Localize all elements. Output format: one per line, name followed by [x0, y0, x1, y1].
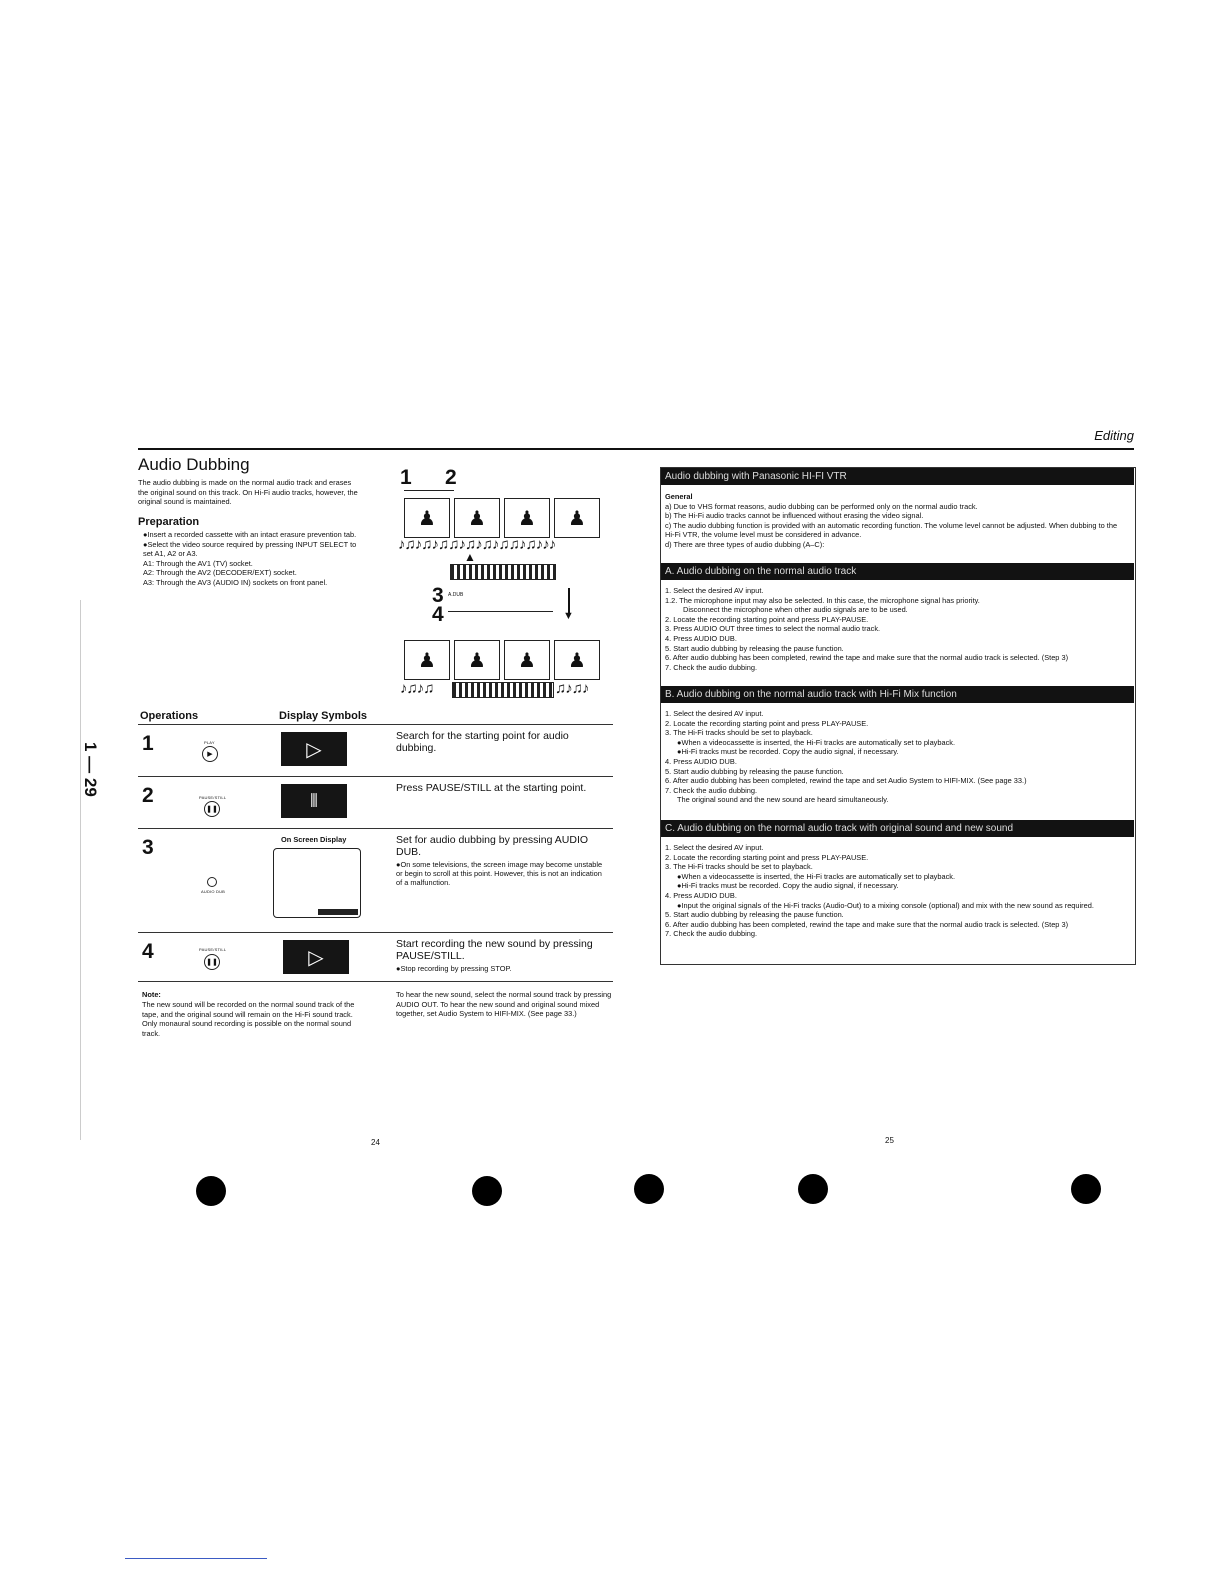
list-item: 7. Check the audio dubbing.: [665, 785, 758, 795]
pause-button-icon: ❚❚: [204, 954, 220, 970]
music-notes-icon: ♪♫♪♫♪♫♫♪♫♪♫♪♫♫♪♫♪♪♪: [398, 536, 556, 553]
list-item: 1. Select the desired AV input.: [665, 843, 764, 852]
list-c: [665, 843, 1127, 939]
prep-item: A1: Through the AV1 (TV) socket.: [143, 558, 253, 568]
button-label: AUDIO DUB: [201, 889, 226, 894]
section-band-b: B. Audio dubbing on the normal audio track with Hi-Fi Mix function: [661, 686, 1134, 703]
list-item: 7. Check the audio dubbing.: [665, 929, 758, 939]
music-notes-icon: ♪♫♪♫: [400, 680, 434, 697]
button-label: PAUSE/STILL: [199, 947, 227, 952]
registration-dot: [472, 1176, 502, 1206]
list-item: 4. Press AUDIO DUB.: [665, 633, 737, 643]
golfer-frame-icon: ♟: [454, 640, 500, 680]
preparation-list: [143, 530, 368, 588]
audio-track-strip-icon: [452, 682, 554, 698]
list-item: 6. After audio dubbing has been completed, rewind the tape and set Audio System to HIFI-MIX. (See page 33.): [665, 776, 1027, 786]
golfer-frame-icon: ♟: [404, 498, 450, 538]
golfer-frame-icon: ♟: [504, 640, 550, 680]
general-list: [665, 492, 1127, 550]
pause-symbol-display: ⦀: [281, 784, 347, 818]
section-band-main: Audio dubbing with Panasonic HI-FI VTR: [661, 468, 1134, 485]
list-item: The original sound and the new sound are heard simultaneously.: [677, 795, 889, 805]
list-item: 5. Start audio dubbing by releasing the pause function.: [665, 643, 844, 653]
section-header: Editing: [1094, 428, 1134, 443]
golfer-frame-icon: ♟: [554, 640, 600, 680]
prep-item: A3: Through the AV3 (AUDIO IN) sockets on front panel.: [143, 577, 328, 587]
diagram-arrow: [448, 611, 553, 612]
up-arrow-icon: ▲: [464, 550, 476, 564]
golfer-frame-icon: ♟: [404, 640, 450, 680]
step-description: Search for the starting point for audio dubbing.: [396, 730, 569, 754]
step-number: 2: [142, 784, 154, 807]
play-symbol-display: ▷: [281, 732, 347, 766]
play-symbol-display: ▷: [283, 940, 349, 974]
page-number-left: 24: [371, 1138, 380, 1147]
down-arrow-head-icon: ▼: [563, 610, 574, 622]
osd-label: On Screen Display: [281, 835, 347, 844]
table-rule: [138, 981, 613, 982]
general-item: a) Due to VHS format reasons, audio dubbing can be performed only on the normal audio track.: [665, 501, 978, 511]
step-description: [396, 834, 606, 887]
table-rule: [138, 828, 613, 829]
audio-track-strip-icon: [450, 564, 556, 580]
note-right-text: To hear the new sound, select the normal sound track by pressing AUDIO OUT. To hear the new sound and original sound mixed together, set Audio System to HIFI-MIX. (See page 33.): [396, 990, 612, 1019]
list-item: 3. The Hi-Fi tracks should be set to playback.: [665, 862, 813, 872]
list-item: 1.2. The microphone input may also be selected. In this case, the microphone signal has priority.: [665, 595, 980, 605]
table-rule: [138, 776, 613, 777]
list-item: Disconnect the microphone when other audio signals are to be used.: [683, 605, 908, 615]
list-item: 6. After audio dubbing has been completed, rewind the tape and make sure that the normal audio track is selected. (Step 3): [665, 653, 1069, 663]
prep-item: ●Select the video source required by pressing INPUT SELECT to set A1, A2 or A3.: [143, 539, 357, 559]
step-description: Press PAUSE/STILL at the starting point.: [396, 782, 587, 794]
pause-button-icon: ❚❚: [204, 801, 220, 817]
intro-text: The audio dubbing is made on the normal audio track and erases the original sound on this track. On Hi-Fi audio tracks, however, the original sound is maintained.: [138, 478, 358, 507]
list-item: 3. The Hi-Fi tracks should be set to playback.: [665, 728, 813, 738]
osd-bar: [318, 909, 358, 915]
list-item: 4. Press AUDIO DUB.: [665, 890, 737, 900]
step-main-text: Set for audio dubbing by pressing AUDIO DUB.: [396, 834, 589, 858]
list-item: ●Hi-Fi tracks must be recorded. Copy the audio signal, if necessary.: [677, 747, 899, 757]
prep-item: ●Insert a recorded cassette with an intact erasure prevention tab.: [143, 530, 357, 539]
diagram-adub-label: A.DUB: [448, 592, 464, 598]
binding-line: [80, 600, 81, 1140]
general-item: d) There are three types of audio dubbing (A–C):: [665, 539, 825, 549]
list-item: 3. Press AUDIO OUT three times to select the normal audio track.: [665, 624, 881, 634]
step-number: 3: [142, 836, 154, 859]
registration-dot: [634, 1174, 664, 1204]
page-title: Audio Dubbing: [138, 455, 250, 474]
diagram-arrow: [404, 490, 454, 491]
registration-dot: [196, 1176, 226, 1206]
play-button-icon: ▶: [202, 746, 218, 762]
list-item: 6. After audio dubbing has been completed, rewind the tape and make sure that the normal audio track is selected. (Step 3): [665, 919, 1069, 929]
list-item: 4. Press AUDIO DUB.: [665, 756, 737, 766]
blue-underline: [125, 1558, 267, 1559]
step-number: 1: [142, 732, 154, 755]
preparation-title: Preparation: [138, 516, 200, 528]
list-item: ●When a videocassette is inserted, the Hi-Fi tracks are automatically set to playback.: [677, 737, 956, 747]
table-rule: [138, 724, 613, 725]
general-item: b) The Hi-Fi audio tracks cannot be influenced without erasing the video signal.: [665, 511, 924, 521]
diagram-step-4: 4: [432, 603, 444, 626]
list-item: 5. Start audio dubbing by releasing the pause function.: [665, 766, 844, 776]
list-item: 7. Check the audio dubbing.: [665, 662, 758, 672]
diagram-step-2: 2: [445, 466, 457, 489]
step-subnote: ●Stop recording by pressing STOP.: [396, 964, 512, 973]
prep-item: A2: Through the AV2 (DECODER/EXT) socket.: [143, 568, 297, 578]
button-label: PAUSE/STILL: [199, 795, 227, 800]
golfer-frame-icon: ♟: [504, 498, 550, 538]
section-band-c: C. Audio dubbing on the normal audio track with original sound and new sound: [661, 820, 1134, 837]
general-title: General: [665, 492, 693, 501]
button-label: PLAY: [204, 740, 215, 745]
list-item: 1. Select the desired AV input.: [665, 586, 764, 595]
golfer-frame-icon: ♟: [554, 498, 600, 538]
step-number: 4: [142, 940, 154, 963]
list-item: ●When a videocassette is inserted, the Hi-Fi tracks are automatically set to playback.: [677, 871, 956, 881]
list-item: ●Hi-Fi tracks must be recorded. Copy the audio signal, if necessary.: [677, 881, 899, 891]
page-number-right: 25: [885, 1136, 894, 1145]
list-item: ●Input the original signals of the Hi-Fi tracks (Audio-Out) to a mixing console (optional) and mix with the new sound as required.: [677, 900, 1094, 910]
registration-dot: [798, 1174, 828, 1204]
step-description: [396, 938, 611, 973]
side-page-mark: 1 — 29: [81, 742, 100, 797]
list-item: 5. Start audio dubbing by releasing the pause function.: [665, 910, 844, 920]
note-title: Note:: [142, 990, 161, 999]
note-text: The new sound will be recorded on the normal sound track of the tape, and the original sound will remain on the Hi-Fi sound track. Only monaural sound recording is possible on the normal sound track.: [142, 1000, 355, 1038]
operations-header: Operations: [140, 710, 199, 722]
registration-dot: [1071, 1174, 1101, 1204]
list-a: [665, 586, 1127, 672]
header-rule: [138, 448, 1134, 450]
on-screen-display-tv: [273, 848, 361, 918]
step-subnote: ●On some televisions, the screen image may become unstable or begin to scroll at this point. However, this is not an indication of a malfunction.: [396, 860, 603, 887]
diagram-step-1: 1: [400, 466, 412, 489]
step-main-text: Start recording the new sound by pressing PAUSE/STILL.: [396, 938, 593, 962]
table-rule: [138, 932, 613, 933]
list-b: [665, 709, 1127, 805]
diagram-step-3: 3: [432, 584, 444, 607]
display-symbols-header: Display Symbols: [279, 710, 368, 722]
list-item: 2. Locate the recording starting point and press PLAY-PAUSE.: [665, 852, 869, 862]
list-item: 2. Locate the recording starting point and press PLAY-PAUSE.: [665, 718, 869, 728]
golfer-frame-icon: ♟: [454, 498, 500, 538]
general-item: c) The audio dubbing function is provided with an automatic recording function. The volume level cannot be adjusted. When dubbing to the Hi-Fi VTR, the volume level must be considered in advance.: [665, 520, 1118, 540]
list-item: 1. Select the desired AV input.: [665, 709, 764, 718]
list-item: 2. Locate the recording starting point and press PLAY-PAUSE.: [665, 614, 869, 624]
section-band-a: A. Audio dubbing on the normal audio track: [661, 563, 1134, 580]
audio-dub-button-icon: [207, 877, 217, 887]
music-notes-icon: ♫♪♫♪: [555, 680, 589, 697]
